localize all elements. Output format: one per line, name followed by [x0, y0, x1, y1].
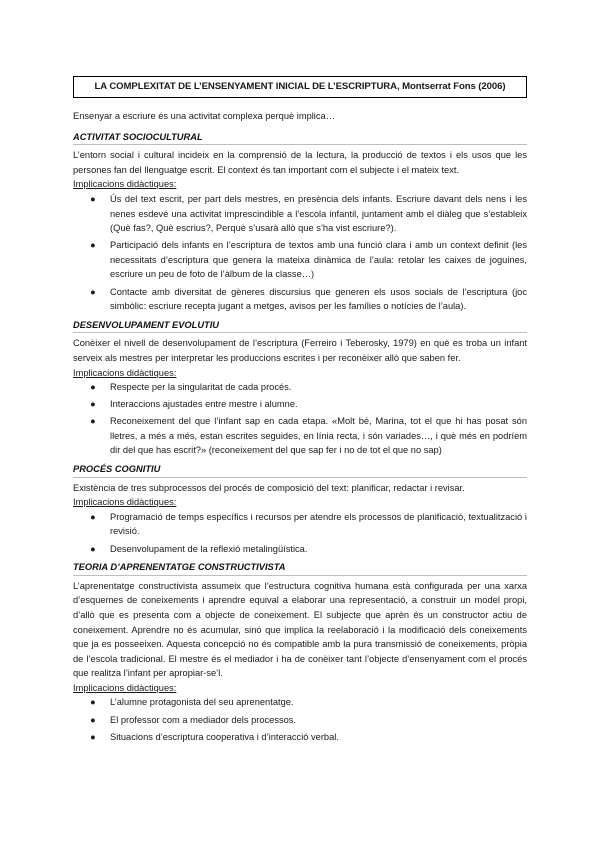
section-heading: TEORIA D’APRENENTATGE CONSTRUCTIVISTA — [73, 560, 527, 576]
implications-list — [73, 380, 527, 458]
list-item — [73, 542, 527, 557]
list-item — [73, 414, 527, 458]
bullet-icon: ● — [90, 382, 96, 393]
section-paragraph: L’aprenentatge constructivista assumeix que l’estructura cognitiva humana està configurada per una xarxa d’esquemes de coneixements i aprendre equival a elaborar una representació, a construir un model propi, d’allò que es presenta com a objecte de coneixement. El subjecte que aprèn és un constructor actiu de coneixement. Aprendre no és acumular, sinó que implica la reelaboració i la modificació dels coneixements que ja es posseeixen. Aquesta concepció no és compatible amb la pura transmissió de coneixements, pròpia de l’escola tradicional. El mestre és el mediador i ha de conèixer tant l’objecte d’ensenyament com el procés que realitza l’infant per apropiar-se’l. — [73, 580, 527, 679]
implications-label: Implicacions didàctiques: — [73, 179, 177, 190]
list-item-text: Ús del text escrit, per part dels mestres, en presència dels infants. Escriure davant dels nens i les nenes esdevé una activitat imprescindible a l’escola infantil, juntament amb el diàleg que s’estableix (Què fas?, Què escrius?, Perquè s’usarà allò que s’ha vist escriure?). — [110, 193, 527, 234]
list-item — [73, 380, 527, 395]
implications-label: Implicacions didàctiques: — [73, 497, 177, 508]
bullet-icon: ● — [90, 714, 96, 725]
intro-text: Ensenyar a escriure és una activitat complexa perquè implica… — [73, 111, 335, 121]
bullet-icon: ● — [90, 731, 96, 742]
list-item — [73, 713, 527, 728]
section-heading: DESENVOLUPAMENT EVOLUTIU — [73, 318, 527, 334]
implications-list — [73, 510, 527, 556]
list-item-text: L’alumne protagonista del seu aprenentatge. — [110, 697, 294, 708]
list-item — [73, 238, 527, 282]
section-paragraph: L’entorn social i cultural incideix en la comprensió de la lectura, la producció de textos i els usos que les persones fan del llenguatge escrit. El context és tan important com el subjecte i el mateix text. — [73, 150, 527, 175]
list-item-text: Situacions d’escriptura cooperativa i d’interacció verbal. — [110, 731, 339, 742]
list-item-text: Reconeixement del que l’infant sap en cada etapa. «Molt bé, Marina, tot el que hi has posat són lletres, a més a més, estan escrites seguides, en línia recta, i són variades…, i què més en podríem dir del que has escrit?» (reconeixement del que sap fer i no de tot el que no sap) — [110, 416, 527, 456]
list-item-text: Interaccions ajustades entre mestre i alumne. — [110, 399, 298, 410]
implications-list — [73, 695, 527, 744]
list-item-text: Programació de temps específics i recursos per atendre els processos de planificació, textualització i revisió. — [110, 511, 527, 537]
section-heading: PROCÉS COGNITIU — [73, 462, 527, 478]
list-item-text: Respecte per la singularitat de cada procés. — [110, 382, 292, 393]
implications-label: Implicacions didàctiques: — [73, 367, 177, 378]
list-item-text: Participació dels infants en l’escriptura de textos amb una funció clara i amb un context definit (les necessitats d’escriptura que genera la mateixa dinàmica de l’aula: retolar les caixes de joguines, escriure un peu de foto de l’àlbum de la classe…) — [110, 240, 527, 280]
list-item — [73, 695, 527, 710]
document-title: LA COMPLEXITAT DE L’ENSENYAMENT INICIAL DE L’ESCRIPTURA, Montserrat Fons (2006) — [73, 76, 527, 98]
implications-list — [73, 192, 527, 314]
bullet-icon: ● — [90, 416, 96, 427]
list-item — [73, 510, 527, 539]
list-item-text: Desenvolupament de la reflexió metalingüística. — [110, 543, 308, 554]
list-item — [73, 285, 527, 314]
bullet-icon: ● — [90, 511, 96, 522]
bullet-icon: ● — [90, 697, 96, 708]
list-item-text: El professor com a mediador dels processos. — [110, 714, 297, 725]
section-activitat-sociocultural — [73, 130, 527, 314]
section-heading: ACTIVITAT SOCIOCULTURAL — [73, 130, 527, 146]
list-item — [73, 397, 527, 412]
document-page — [73, 76, 527, 748]
implications-label: Implicacions didàctiques: — [73, 682, 177, 693]
section-paragraph: Conèixer el nivell de desenvolupament de l’escriptura (Ferreiro i Teberosky, 1979) en què es troba un infant serveix als mestres per interpretar les produccions escrites i per reconèixer allò que saben fer. — [73, 338, 527, 363]
section-paragraph: Existència de tres subprocessos del procés de composició del text: planificar, redactar i revisar. — [73, 482, 465, 493]
bullet-icon: ● — [90, 193, 96, 204]
bullet-icon: ● — [90, 543, 96, 554]
bullet-icon: ● — [90, 286, 96, 297]
list-item — [73, 730, 527, 745]
bullet-icon: ● — [90, 240, 96, 251]
list-item — [73, 192, 527, 236]
section-proces-cognitiu — [73, 462, 527, 556]
bullet-icon: ● — [90, 399, 96, 410]
section-desenvolupament-evolutiu — [73, 318, 527, 458]
list-item-text: Contacte amb diversitat de gèneres discursius que generen els usos socials de l’escriptura (joc simbòlic: escriure recepta jugant a metges, avisos per les famílies o notícies de l’aula). — [110, 286, 527, 312]
section-teoria-constructivista — [73, 560, 527, 744]
